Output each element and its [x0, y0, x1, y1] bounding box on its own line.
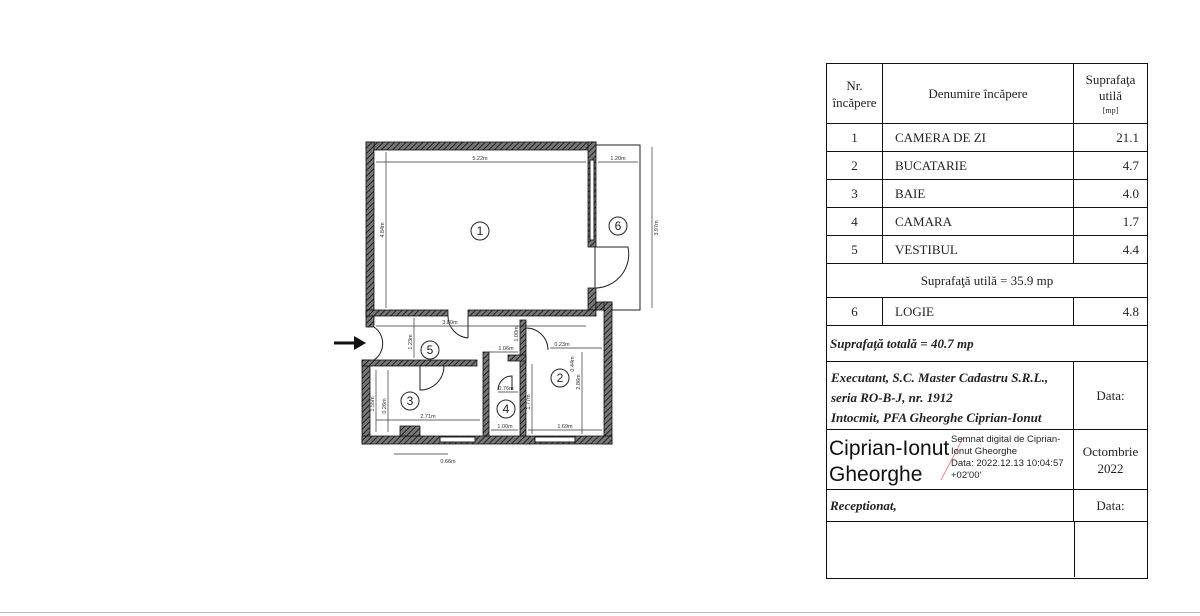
total-text: Suprafaţă totală = 40.7 mp — [830, 335, 974, 351]
dim-label: 1.23m — [408, 334, 414, 350]
receptionat-label: Receptionat, — [827, 490, 1074, 521]
dim-label: 2.86m — [576, 374, 582, 390]
executant-line: Executant, S.C. Master Cadastru S.R.L., — [831, 370, 1049, 385]
signature-date — [1074, 430, 1147, 489]
dim-label: 0.23m — [554, 342, 570, 348]
signature-meta-line: +02'00' — [951, 470, 982, 481]
table-header — [827, 64, 1147, 124]
header-unit: [mp] — [1102, 106, 1119, 115]
row-nr: 1 — [827, 124, 883, 151]
header-nr: Nr. încăpere — [827, 64, 883, 123]
dim-label: 1.69m — [557, 424, 573, 430]
executant-block — [827, 362, 1074, 429]
row-area: 4.8 — [1122, 303, 1139, 319]
dim-label: 1.00m — [514, 326, 520, 342]
table-row — [827, 152, 1147, 180]
table-row — [827, 236, 1147, 264]
dim-label: 1.55m — [370, 396, 376, 412]
receptionat-date-label: Data: — [1096, 497, 1125, 513]
dim-label: 1.06m — [498, 346, 514, 352]
dim-label: 3.80m — [442, 320, 458, 326]
dim-label: 5.22m — [472, 156, 488, 162]
bottom-rule — [0, 612, 1200, 613]
table-row — [827, 298, 1147, 326]
rooms-table — [826, 63, 1148, 579]
signature-meta-line: Semnat digital de Ciprian- — [951, 434, 1061, 445]
walls — [362, 142, 612, 444]
dim-label: 1.20m — [610, 156, 626, 162]
table-row — [827, 180, 1147, 208]
signature-name-line: Ciprian-Ionut — [829, 437, 950, 460]
row-nr: 5 — [827, 236, 883, 263]
header-denumire: Denumire încăpere — [883, 64, 1074, 123]
floor-plan — [320, 120, 660, 470]
room-number-2: 2 — [556, 371, 564, 385]
dim-label: 0.76m — [498, 386, 514, 392]
header-suprafata-label: Suprafaţa utilă — [1085, 72, 1136, 103]
room-number-1: 1 — [476, 224, 484, 238]
row-area: 4.4 — [1122, 241, 1139, 257]
executant-date-label: Data: — [1096, 387, 1125, 403]
table-row — [827, 124, 1147, 152]
executant-line: Intocmit, PFA Gheorghe Ciprian-Ionut — [831, 410, 1042, 425]
row-name: BUCATARIE — [883, 152, 1074, 179]
total-row — [827, 326, 1147, 362]
signature-meta-line: Data: 2022.12.13 10:04:57 — [951, 458, 1064, 469]
dim-label: 4.84m — [380, 222, 386, 238]
executant-row — [827, 362, 1147, 430]
windows — [440, 160, 594, 442]
digital-signature — [827, 430, 1074, 489]
row-name: CAMARA — [883, 208, 1074, 235]
row-name: LOGIE — [883, 298, 1074, 325]
dim-label: 3.97m — [654, 220, 660, 236]
dim-label: 0.66m — [440, 459, 456, 465]
dim-label: 1.77m — [526, 394, 532, 410]
executant-line: seria RO-B-J, nr. 1912 — [831, 390, 953, 405]
row-nr: 4 — [827, 208, 883, 235]
signature-meta — [951, 434, 1064, 482]
room-number-6: 6 — [614, 219, 622, 233]
dim-label: 1.00m — [497, 424, 513, 430]
row-nr: 6 — [827, 298, 883, 325]
doors — [374, 247, 629, 390]
dim-label: 2.71m — [420, 414, 436, 420]
row-nr: 3 — [827, 180, 883, 207]
subtotal-row — [827, 264, 1147, 298]
row-area: 21.1 — [1116, 129, 1139, 145]
room-number-4: 4 — [502, 402, 510, 416]
header-suprafata — [1074, 64, 1147, 123]
column-divider — [1074, 522, 1075, 577]
row-name: BAIE — [883, 180, 1074, 207]
dim-label: 0.26m — [382, 398, 388, 414]
row-name: VESTIBUL — [883, 236, 1074, 263]
receptionat-row — [827, 490, 1147, 522]
row-area: 1.7 — [1122, 213, 1139, 229]
row-area: 4.0 — [1122, 185, 1139, 201]
row-area: 4.7 — [1122, 157, 1139, 173]
row-name: CAMERA DE ZI — [883, 124, 1074, 151]
dim-label: 0.44m — [570, 356, 576, 372]
empty-row — [827, 522, 1147, 577]
signature-meta-line: Ionut Gheorghe — [951, 446, 1018, 457]
signature-row — [827, 430, 1147, 490]
signature-date-line: 2022 — [1097, 460, 1124, 476]
subtotal-text: Suprafaţă utilă = 35.9 mp — [920, 272, 1054, 288]
signature-date-line: Octombrie — [1082, 443, 1139, 459]
room-number-5: 5 — [426, 343, 434, 357]
entrance-arrow-icon — [334, 336, 366, 350]
room-number-3: 3 — [406, 394, 414, 408]
row-nr: 2 — [827, 152, 883, 179]
signature-name-line: Gheorghe — [829, 463, 923, 486]
table-row — [827, 208, 1147, 236]
